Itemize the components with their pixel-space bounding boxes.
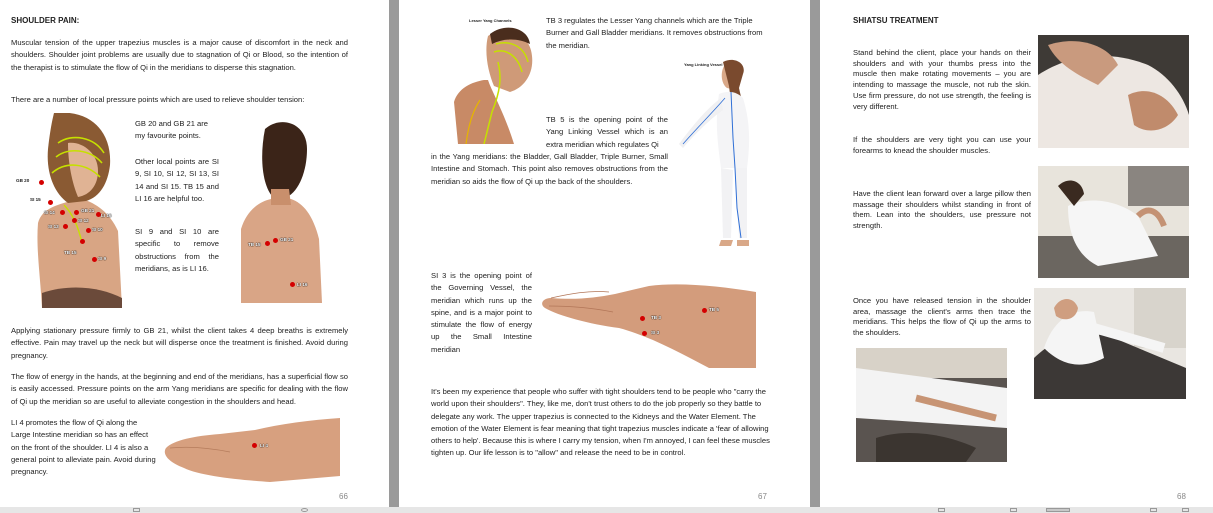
page-68 [820, 0, 1213, 507]
page-number: 66 [339, 492, 348, 501]
two-page-view-icon[interactable] [1010, 508, 1017, 512]
hand-li4-photo [160, 418, 340, 483]
multi-page-view-icon[interactable] [1046, 508, 1070, 512]
point-label: TB 3 [651, 315, 661, 320]
point-label: GB 21 [280, 237, 294, 242]
page-view-icon[interactable] [133, 508, 140, 512]
paragraph: in the Yang meridians: the Bladder, Gall Bladder, Triple Burner, Small Intestine and Stomach. This point also removes obstructions from the meridian so aids the flow of Qi up the back of the shoulders. [431, 152, 668, 186]
paragraph: Applying stationary pressure firmly to GB 21, whilst the client takes 4 deep breaths is extremely effective. Pain may travel up the neck but will disperse once the treatment is finished. Avoid during pregnancy. [11, 326, 348, 360]
paragraph: Once you have released tension in the shoulder area, massage the client's arms then trace the meridians. This helps the flow of Qi up the arms to the shoulders. [853, 296, 1031, 338]
paragraph: LI 4 promotes the flow of Qi along the Large Intestine meridian so has an effect on the front of the shoulder. LI 4 is also a general point to alleviate pain. Avoid during pregnancy. [11, 418, 156, 477]
paragraph: SI 9 and SI 10 are specific to remove obstructions from the meridians, as is LI 16. [135, 227, 219, 273]
woman-shoulder-points-photo [12, 113, 125, 308]
figure-caption: Yang Linking Vessel [684, 62, 723, 67]
point-label: TB 15 [64, 250, 77, 255]
thumb-pressure-massage-photo [1038, 35, 1189, 148]
paragraph: Muscular tension of the upper trapezius muscles is a major cause of discomfort in the neck and shoulders. Shoulder joint problems are usually due to stagnation of Qi or Blood, so the intention of the therapist is to stimulate the flow of Qi in the meridians to disperse this stagnation. [11, 38, 348, 72]
lesser-yang-channels-photo [444, 22, 538, 144]
point-label: SI 12 [78, 218, 89, 223]
pressure-point-marker [39, 180, 44, 185]
pressure-point-marker [60, 210, 65, 215]
pressure-point-marker [74, 210, 79, 215]
pressure-point-marker [290, 282, 295, 287]
page-number: 68 [1177, 492, 1186, 501]
pressure-point-marker [86, 228, 91, 233]
figure-caption: Lesser Yang Channels [469, 18, 512, 23]
paragraph: GB 20 and GB 21 are my favourite points. [135, 119, 209, 141]
point-label: SI 14 [44, 210, 55, 215]
point-label: SI 10 [92, 227, 103, 232]
point-label: LI 16 [297, 282, 308, 287]
page-heading: SHIATSU TREATMENT [853, 16, 939, 25]
pressure-point-marker [273, 238, 278, 243]
pressure-point-marker [252, 443, 257, 448]
point-label: TB 15 [248, 242, 261, 247]
pressure-point-marker [48, 200, 53, 205]
pressure-point-marker [92, 257, 97, 262]
point-label: SI 15 [30, 197, 41, 202]
hand-tb-si-points-photo [539, 272, 756, 371]
paragraph: There are a number of local pressure points which are used to relieve shoulder tension: [11, 95, 305, 104]
paragraph: SI 3 is the opening point of the Governing Vessel, the meridian which runs up the spine, and is a major point to stimulate the flow of energy up the Small Intestine meridian [431, 271, 532, 354]
pressure-point-marker [80, 239, 85, 244]
paragraph: It's been my experience that people who suffer with tight shoulders tend to be people who "carry the world upon their shoulders". They, like me, don't trust others to do the job properly so they battle to delegate any work. The upper trapezius is connected to the Kidneys and the Water Element. The emotion of the Water Element is fear meaning that tight trapezius muscles indicate a 'fear of allowing others to help'. Because this is where I carry my tension, when I'm annoyed, I can feel these muscles tighten up. Our life lesson is to "allow" and release the need to be in control. [431, 387, 770, 458]
point-label: SI 9 [98, 256, 107, 261]
pressure-point-marker [702, 308, 707, 313]
point-label: GB 21 [81, 208, 95, 213]
forward-lean-massage-photo [1038, 166, 1189, 278]
point-label: SI 13 [48, 224, 59, 229]
pressure-point-marker [265, 241, 270, 246]
forearm-trace-photo [856, 348, 1007, 462]
paragraph: TB 3 regulates the Lesser Yang channels which are the Triple Burner and Gall Bladder meridians. It removes obstructions from the meridian. [546, 16, 763, 50]
paragraph: If the shoulders are very tight you can use your forearms to knead the shoulder muscles. [853, 135, 1031, 155]
fit-width-icon[interactable] [1150, 508, 1157, 512]
paragraph: TB 5 is the opening point of the Yang Linking Vessel which is an extra meridian which regulates Qi [546, 115, 668, 149]
arm-massage-photo [1034, 288, 1186, 399]
point-label: SI 3 [651, 330, 660, 335]
paragraph: Have the client lean forward over a large pillow then massage their shoulders whilst standing in front of them. Lean into the shoulders, use pressure not strength. [853, 189, 1031, 231]
pressure-point-marker [642, 331, 647, 336]
pressure-point-marker [640, 316, 645, 321]
paragraph: The flow of energy in the hands, at the beginning and end of the meridians, has a superficial flow so is easily accessed. Pressure points on the arm Yang meridians are specific for dealing with the flow of Qi up the meridian so are useful to alleviate congestion in the shoulders and head. [11, 372, 348, 406]
fit-page-icon[interactable] [1182, 508, 1189, 512]
pressure-point-marker [63, 224, 68, 229]
page-number: 67 [758, 492, 767, 501]
yang-linking-vessel-photo [675, 58, 769, 254]
point-label: LI 16 [101, 213, 112, 218]
page-heading: SHOULDER PAIN: [11, 16, 80, 25]
status-bar [0, 507, 1213, 513]
page-66 [0, 0, 389, 507]
paragraph: Stand behind the client, place your hands on their shoulders and with your thumbs press into the muscle then make rotating movements – you are intending to massage the muscle, not rub the skin. Use firm pressure, do not use strength, the feeling is very different. [853, 48, 1031, 111]
page-67 [399, 0, 810, 507]
point-label: TB 5 [709, 307, 719, 312]
paragraph: Other local points are SI 9, SI 10, SI 12, SI 13, SI 14 and SI 15. TB 15 and LI 16 are helpful too. [135, 157, 219, 203]
single-page-view-icon[interactable] [938, 508, 945, 512]
pressure-point-marker [72, 218, 77, 223]
point-label: GB 20 [16, 178, 30, 183]
zoom-icon[interactable] [301, 508, 308, 512]
point-label: LI 4 [260, 443, 268, 448]
man-back-shoulder-photo [241, 119, 322, 303]
